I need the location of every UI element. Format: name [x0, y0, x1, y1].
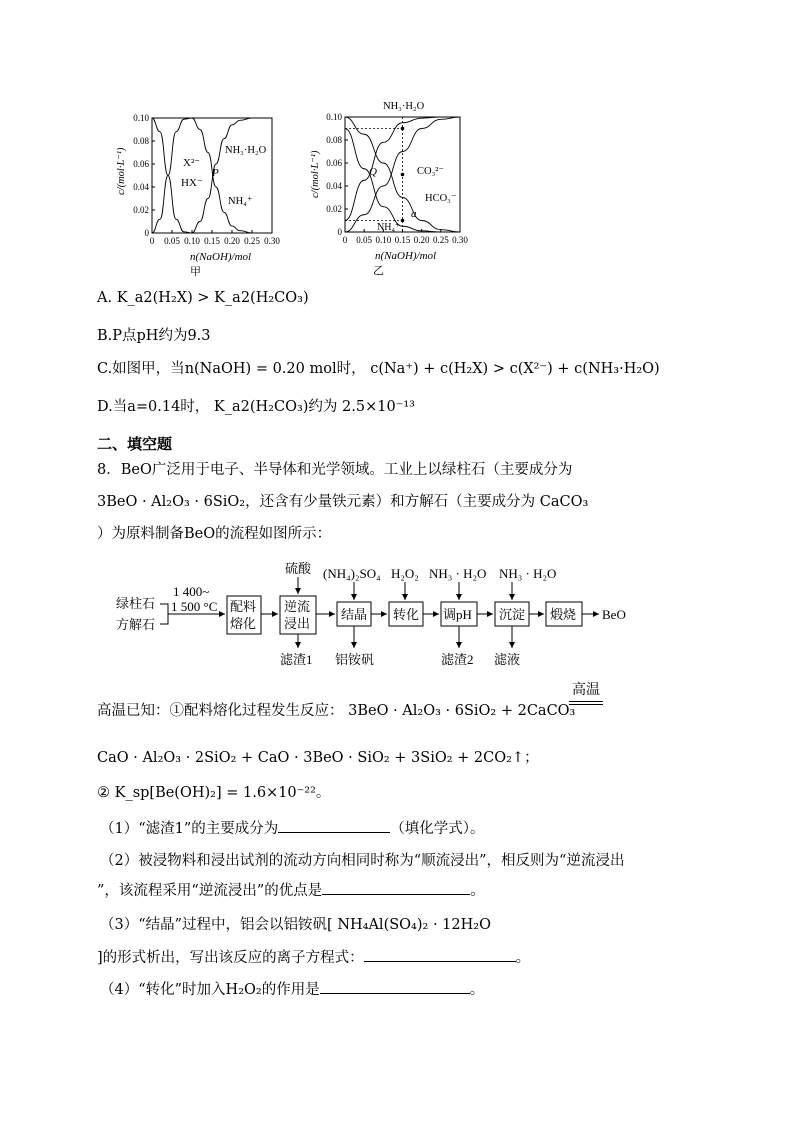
- option-b: B.P点pH约为9.3: [97, 328, 211, 344]
- input-h2o2: H₂O₂: [391, 566, 419, 581]
- q2-line-2: [97, 879, 485, 900]
- yi-label-nh3h2o: NH₃·H₂O: [383, 101, 425, 112]
- input-ammonium-sulfate: (NH₄)₂SO₄: [323, 566, 381, 581]
- q1-text: （1）“滤渣1”的主要成分为: [100, 821, 279, 837]
- yi-ytick-label: 0: [337, 227, 342, 237]
- q4-answer-blank[interactable]: [320, 979, 470, 994]
- jia-ytick-label: 0.06: [133, 159, 149, 169]
- yi-ytick-label: 0.02: [326, 204, 342, 214]
- jia-series-0: [152, 118, 192, 233]
- option-c-mid: n(NaOH) = 0.20 mol时，: [184, 361, 366, 377]
- yi-xlabel: n(NaOH)/mol: [375, 250, 437, 262]
- q3-answer-blank[interactable]: [364, 947, 516, 962]
- option-c-eq: c(Na⁺) + c(H₂X) > c(X²⁻) + c(NH₃·H₂O): [370, 361, 660, 377]
- yi-point-lower: [401, 219, 405, 223]
- step-crystal: 结晶: [341, 607, 368, 622]
- q1-answer-blank[interactable]: [278, 818, 390, 833]
- yi-label-nh4: NH₄⁺: [377, 222, 401, 233]
- yi-ytick-label: 0.04: [326, 181, 342, 191]
- option-c-lead: C.如图甲，当: [97, 361, 185, 377]
- yi-ytick-label: 0.10: [326, 112, 342, 122]
- reaction-condition-text: 高温: [572, 682, 600, 698]
- yi-xtick-label: 0.05: [356, 235, 373, 245]
- option-d-lead: D.当a=0.14时，: [97, 399, 210, 415]
- temp-line-1: 1 400~: [173, 584, 210, 599]
- q2-line-1: （2）被浸物料和浸出试剂的流动方向相同时称为“顺流浸出”，相反则为“逆流浸出: [100, 853, 625, 869]
- known-intro: 高温已知：①配料熔化过程发生反应：: [97, 703, 344, 719]
- step-leach-1: 逆流: [284, 599, 311, 614]
- jia-label-nh3h2o: NH₃·H₂O: [225, 145, 267, 156]
- yi-xtick-label: 0.30: [452, 235, 468, 245]
- jia-xtick-label: 0.30: [264, 236, 280, 246]
- yi-ylabel: c/(mol·L⁻¹): [310, 150, 321, 198]
- section-heading: 二、填空题: [97, 435, 173, 453]
- step-convert: 转化: [393, 607, 420, 622]
- option-d-eq: K_a2(H₂CO₃)约为 2.5×10⁻¹³: [213, 399, 415, 415]
- step-melt-1: 配料: [230, 599, 257, 614]
- yi-xtick-label: 0.20: [413, 235, 430, 245]
- q4-suffix: 。: [469, 982, 485, 998]
- q1: [100, 817, 485, 838]
- output-residue1: 滤渣1: [280, 652, 313, 667]
- jia-ytick-label: 0.08: [133, 136, 149, 146]
- jia-label-nh4: NH₄⁺: [228, 196, 253, 207]
- jia-xtick-label: 0: [149, 236, 155, 246]
- yi-label-co3: CO₃²⁻: [417, 166, 444, 177]
- known-line-1: [97, 699, 575, 720]
- jia-label-x2: X²⁻: [183, 157, 201, 169]
- jia-ylabel: c/(mol·L⁻¹): [116, 147, 127, 195]
- jia-series-3: [192, 118, 272, 233]
- option-c: [97, 357, 660, 378]
- q3-line-2: [97, 946, 530, 967]
- jia-ytick-label: 0.04: [133, 182, 149, 192]
- q3-line-1: （3）“结晶”过程中，铝会以铝铵矾[ NH₄Al(SO₄)₂ · 12H₂O: [100, 917, 491, 933]
- input-acid: 硫酸: [285, 561, 312, 576]
- q2-suffix: 。: [470, 883, 485, 899]
- yi-xtick-label: 0: [342, 235, 348, 245]
- chart-yi: [305, 98, 480, 278]
- q2-text: ”，该流程采用“逆流浸出”的优点是: [97, 883, 323, 899]
- yi-label-a: a: [411, 208, 417, 220]
- jia-xlabel: n(NaOH)/mol: [190, 251, 252, 263]
- q4: [100, 978, 484, 999]
- input-nh3-2: NH₃ · H₂O: [499, 566, 557, 581]
- output-residue2: 滤渣2: [441, 652, 474, 667]
- jia-xtick-label: 0.05: [164, 236, 180, 246]
- step-ph: 调pH: [443, 607, 472, 622]
- product-beo: BeO: [602, 607, 626, 622]
- option-a: A. K_a2(H₂X) > K_a2(H₂CO₃): [97, 290, 309, 306]
- step-precip: 沉淀: [499, 607, 526, 622]
- step-leach-2: 浸出: [284, 616, 311, 631]
- jia-xtick-label: 0.10: [184, 236, 200, 246]
- output-alum: 铝铵矾: [335, 652, 375, 667]
- jia-ytick-label: 0.02: [133, 205, 149, 215]
- yi-xtick-label: 0.10: [375, 235, 392, 245]
- known-equation-rhs: CaO · Al₂O₃ · 2SiO₂ + CaO · 3BeO · SiO₂ + 3SiO₂ + 2CO₂↑；: [97, 750, 539, 766]
- q8-line-1: 8．BeO广泛用于电子、半导体和光学领域。工业上以绿柱石（主要成分为: [97, 462, 573, 478]
- jia-panel-label: 甲: [190, 266, 201, 278]
- yi-ytick-label: 0.08: [326, 135, 342, 145]
- reaction-condition-rule: [569, 701, 603, 705]
- q8-line-2: 3BeO · Al₂O₃ · 6SiO₂，还含有少量铁元素）和方解石（主要成分为 CaCO₃: [97, 494, 589, 510]
- yi-point-upper: [401, 127, 405, 131]
- yi-ytick-label: 0.06: [326, 158, 342, 168]
- q3-text: ]的形式析出，写出该反应的离子方程式：: [97, 950, 364, 966]
- temp-line-2: 1 500 °C: [171, 599, 218, 614]
- jia-xtick-label: 0.15: [204, 236, 220, 246]
- q1-suffix: （填化学式）。: [390, 821, 485, 837]
- q4-text: （4）“转化”时加入H₂O₂的作用是: [100, 982, 320, 998]
- jia-series-1: [152, 118, 192, 233]
- process-flow: [113, 558, 638, 670]
- jia-label-hx: HX⁻: [181, 177, 203, 189]
- jia-label-p: P: [212, 167, 219, 179]
- q8-line-3: ）为原料制备BeO的流程如图所示：: [97, 526, 332, 542]
- chart-jia: [112, 100, 292, 280]
- reaction-condition: [569, 682, 603, 705]
- yi-label-q: Q: [369, 166, 377, 178]
- jia-ytick-label: 0: [144, 228, 149, 238]
- known-ksp: ② K_sp[Be(OH)₂] = 1.6×10⁻²²。: [97, 785, 331, 801]
- jia-series-2: [192, 118, 272, 233]
- raw-calcite: 方解石: [116, 617, 156, 632]
- jia-xtick-label: 0.20: [224, 236, 240, 246]
- yi-panel-label: 乙: [373, 265, 384, 277]
- jia-ytick-label: 0.10: [133, 113, 149, 123]
- yi-xtick-label: 0.15: [394, 235, 411, 245]
- input-nh3-1: NH₃ · H₂O: [429, 566, 487, 581]
- known-equation-lhs: 3BeO · Al₂O₃ · 6SiO₂ + 2CaCO₃: [348, 703, 576, 719]
- yi-series-3: [345, 129, 460, 233]
- yi-xtick-label: 0.25: [432, 235, 449, 245]
- jia-xtick-label: 0.25: [244, 236, 260, 246]
- yi-label-hco3: HCO₃⁻: [425, 193, 457, 204]
- step-melt-2: 熔化: [230, 616, 257, 631]
- option-d: [97, 395, 415, 416]
- raw-beryl: 绿柱石: [116, 596, 156, 611]
- q2-answer-blank[interactable]: [322, 880, 470, 895]
- step-calcine: 煅烧: [550, 607, 577, 622]
- output-filtrate: 滤液: [494, 652, 521, 667]
- q3-suffix: 。: [515, 950, 531, 966]
- yi-point-middle: [401, 173, 405, 177]
